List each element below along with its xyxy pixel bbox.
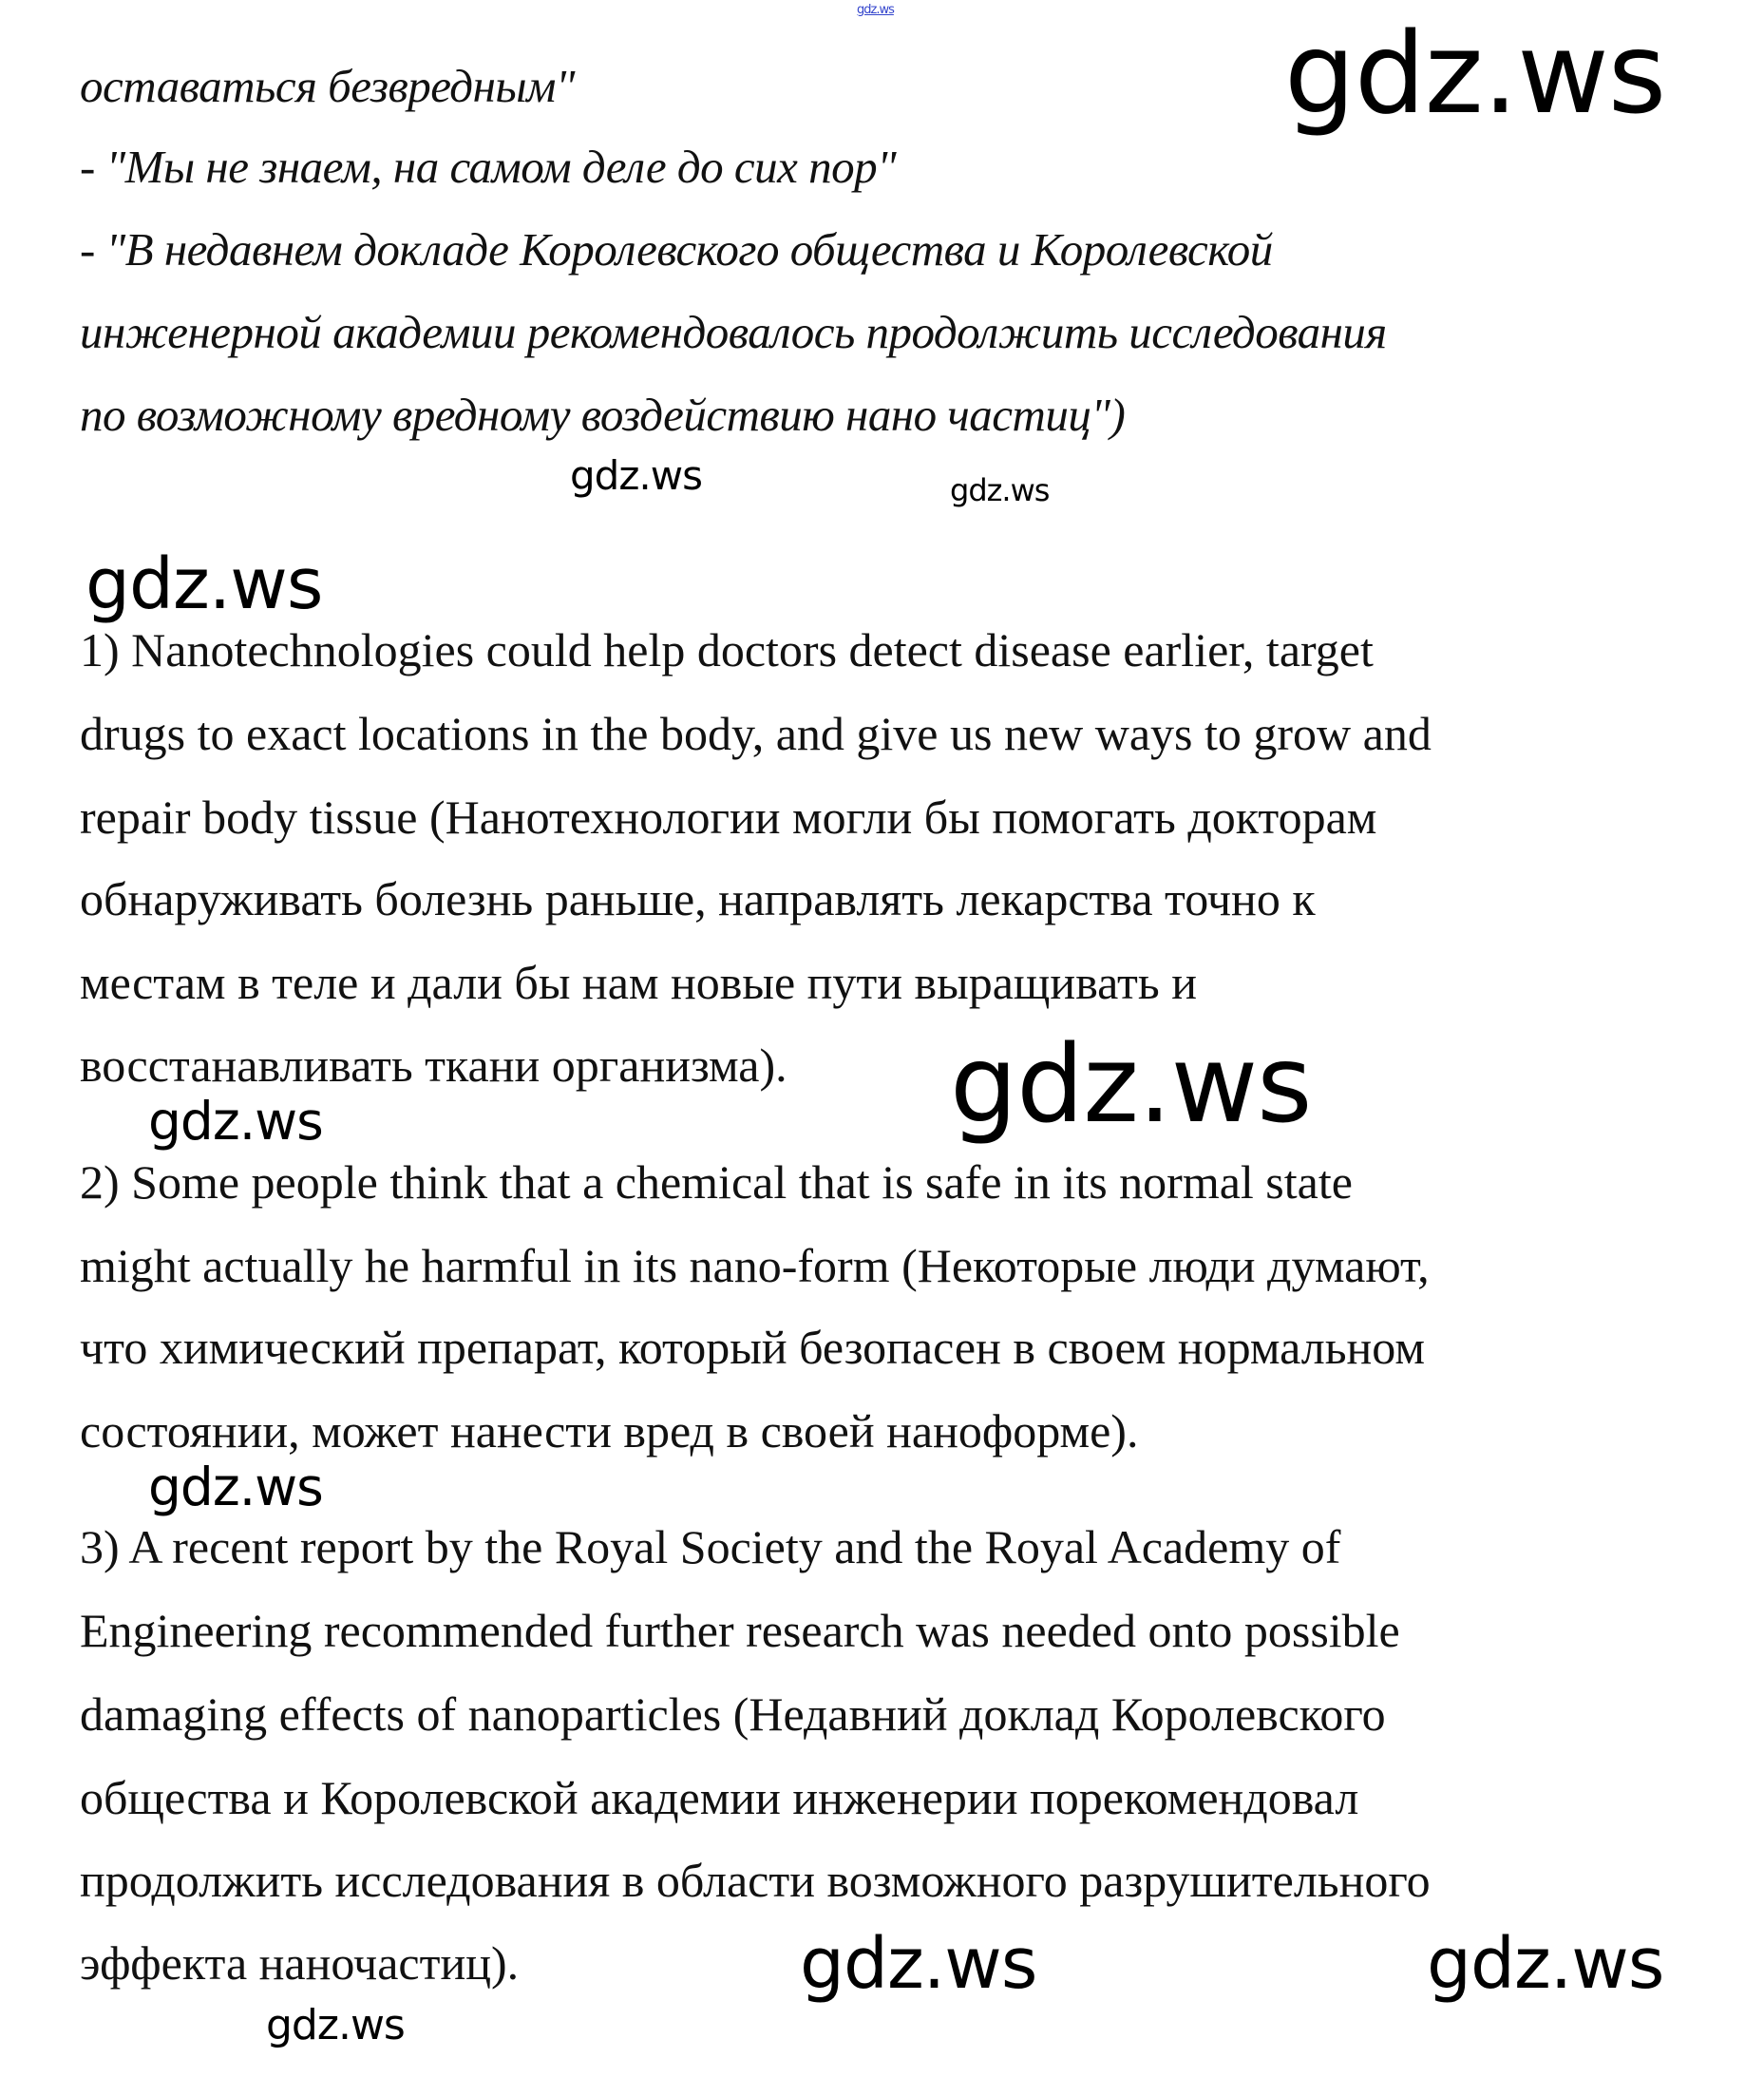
text-line: обнаруживать болезнь раньше, направлять лекарства точно к — [80, 872, 1316, 925]
text-line: восстанавливать ткани организма). — [80, 1038, 787, 1092]
text-line: общества и Королевской академии инженерии порекомендовал — [80, 1771, 1359, 1824]
watermark: gdz.ws — [800, 1923, 1037, 2005]
text-line: состоянии, может нанести вред в своей наноформе). — [80, 1404, 1139, 1458]
text-line: оставаться безвредным" — [80, 60, 575, 112]
watermark: gdz.ws — [148, 1457, 323, 1517]
text-line: по возможному вредному воздействию нано частиц") — [80, 389, 1126, 441]
text-line: местам в теле и дали бы нам новые пути выращивать и — [80, 956, 1197, 1009]
watermark: gdz.ws — [85, 543, 323, 625]
text-line: инженерной академии рекомендовалось продолжить исследования — [80, 306, 1387, 358]
text-line: 2) Some people think that a chemical that is safe in its normal state — [80, 1155, 1353, 1209]
text-line: Engineering recommended further research was needed onto possible — [80, 1604, 1400, 1657]
watermark: gdz.ws — [266, 2001, 405, 2049]
text-line: что химический препарат, который безопасен в своем нормальном — [80, 1321, 1425, 1374]
watermark: gdz.ws — [570, 452, 702, 499]
text-line: - "В недавнем докладе Королевского общества и Королевской — [80, 223, 1273, 276]
text-line: продолжить исследования в области возможного разрушительного — [80, 1854, 1431, 1907]
watermark: gdz.ws — [148, 1091, 323, 1152]
text-line: 3) A recent report by the Royal Society and the Royal Academy of — [80, 1520, 1341, 1573]
text-line: drugs to exact locations in the body, and give us new ways to grow and — [80, 707, 1432, 760]
watermark: gdz.ws — [1427, 1923, 1664, 2005]
text-line: - "Мы не знаем, на самом деле до сих пор" — [80, 141, 897, 193]
text-line: damaging effects of nanoparticles (Недавний доклад Королевского — [80, 1687, 1386, 1741]
text-line: might actually he harmful in its nano-form (Некоторые люди думают, — [80, 1239, 1430, 1292]
text-line: 1) Nanotechnologies could help doctors detect disease earlier, target — [80, 623, 1374, 676]
watermark: gdz.ws — [950, 1023, 1312, 1147]
watermark: gdz.ws — [1284, 8, 1666, 139]
watermark: gdz.ws — [950, 472, 1050, 508]
top-watermark-link[interactable]: gdz.ws — [857, 3, 894, 17]
text-line: repair body tissue (Нанотехнологии могли бы помогать докторам — [80, 791, 1377, 844]
text-line: эффекта наночастиц). — [80, 1936, 520, 1990]
